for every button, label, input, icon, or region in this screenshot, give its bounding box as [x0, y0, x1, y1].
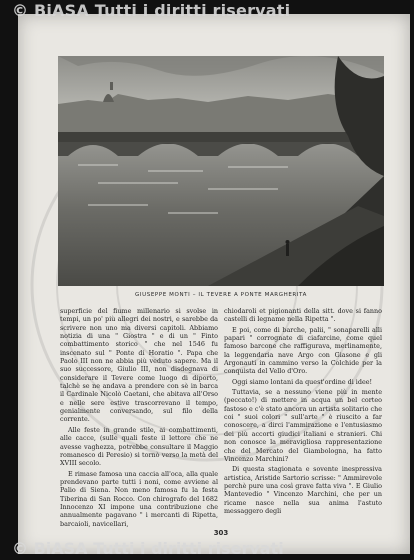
watermark-bottom: © BiASA Tutti i diritti riservati: [12, 539, 284, 558]
paragraph: chiodaroli et pigionanti della sitt. dove si fanno castelli di legname nella Ripetta ".: [224, 307, 382, 324]
paragraph: Alle feste in grande stile, ai combattimenti, alle cacce, (sulle quali feste il lettore che ne avesse vaghezza, potrebbe consultare il Maggio romanesco di Peresio) si tornò verso la metà del XVIII secolo.: [60, 425, 218, 468]
watermark-top: © BiASA Tutti i diritti riservati: [12, 1, 291, 20]
painting-illustration: [58, 56, 384, 286]
article-column-left: [60, 307, 218, 529]
paragraph: E rimase famosa una caccia all'oca, alla quale prendevano parte tutti i noni, come avviene al Palio di Siena. Non meno famosa fu la festa Tiberina di San Rocco. Con chirografo del 1682 Innocenzo XI impone una contribuzione che annualmente pagavano " i mercanti di Ripetta, barcaioli, navicellari,: [60, 469, 218, 528]
paragraph: superficie del fiume millenario si svolse in tempi, un po' più allegri dei nostri, e sarebbe da scrivere non uno ma diversi capitoli. Abbiamo notizia di una " Giostra " e di un " Finto combattimento storico " che nel 1546 fu inscenato sul " Ponte di Horatio ". Papa che Paolo III non ne abbia più veduto sapere. Ma il suo successore, Giulio III, non disdegnava di considerare il Tevere come luogo di diporto, talchè se ne andava a prendere con sè in barca il Cardinale Nicolò Caetani, che abitava all'Orso e nelle sere estive trascorrevano il tempo, genialmente conversando, sul filo della corrente.: [60, 307, 218, 424]
article-column-right: [224, 307, 382, 529]
painting-image: [58, 56, 384, 286]
page-number: 303: [213, 529, 229, 537]
paragraph: Tuttavia, se a nessuno viene più in mente (peccato!) di mettere in acqua un bel corteo fastoso e c'è stato ancora un artista solitario che coi " suoi colori " sull'arte " è riuscito a far conoscere, a dirci l'ammirazione e l'entusiasmo dei più accorti giudici italiani e stranieri. Chi non conosce la meravigliosa rappresentazione che del Mercato del Giambologna, ha fatto Vincenzo Marchini?: [224, 388, 382, 463]
paragraph: Oggi siamo lontani da quest'ordine di idee!: [232, 377, 373, 386]
figure-caption: GIUSEPPE MONTI – IL TEVERE A PONTE MARGHERITA: [135, 292, 307, 298]
paragraph: E poi, come di barche, palii, " sonaparelli alli papari " corrognate di ciafarcine, come quel famoso barcone che raffigurava, merlinamente, la leggendaria nave Argo con Giasone e gli Argonauti in cammino verso la Colchide per la conquista del Vello d'Oro.: [224, 325, 382, 376]
paragraph: Di questa stagionata e sovente inespressiva artistica, Aristide Sartorio scrisse: " Ammirevole perchè pure una così grave fatta viva ". E Giulio Mantevedio " Vincenzo Marchini, che per un ricame nasce nella sua anima l'astuto messaggero degli: [224, 465, 382, 515]
